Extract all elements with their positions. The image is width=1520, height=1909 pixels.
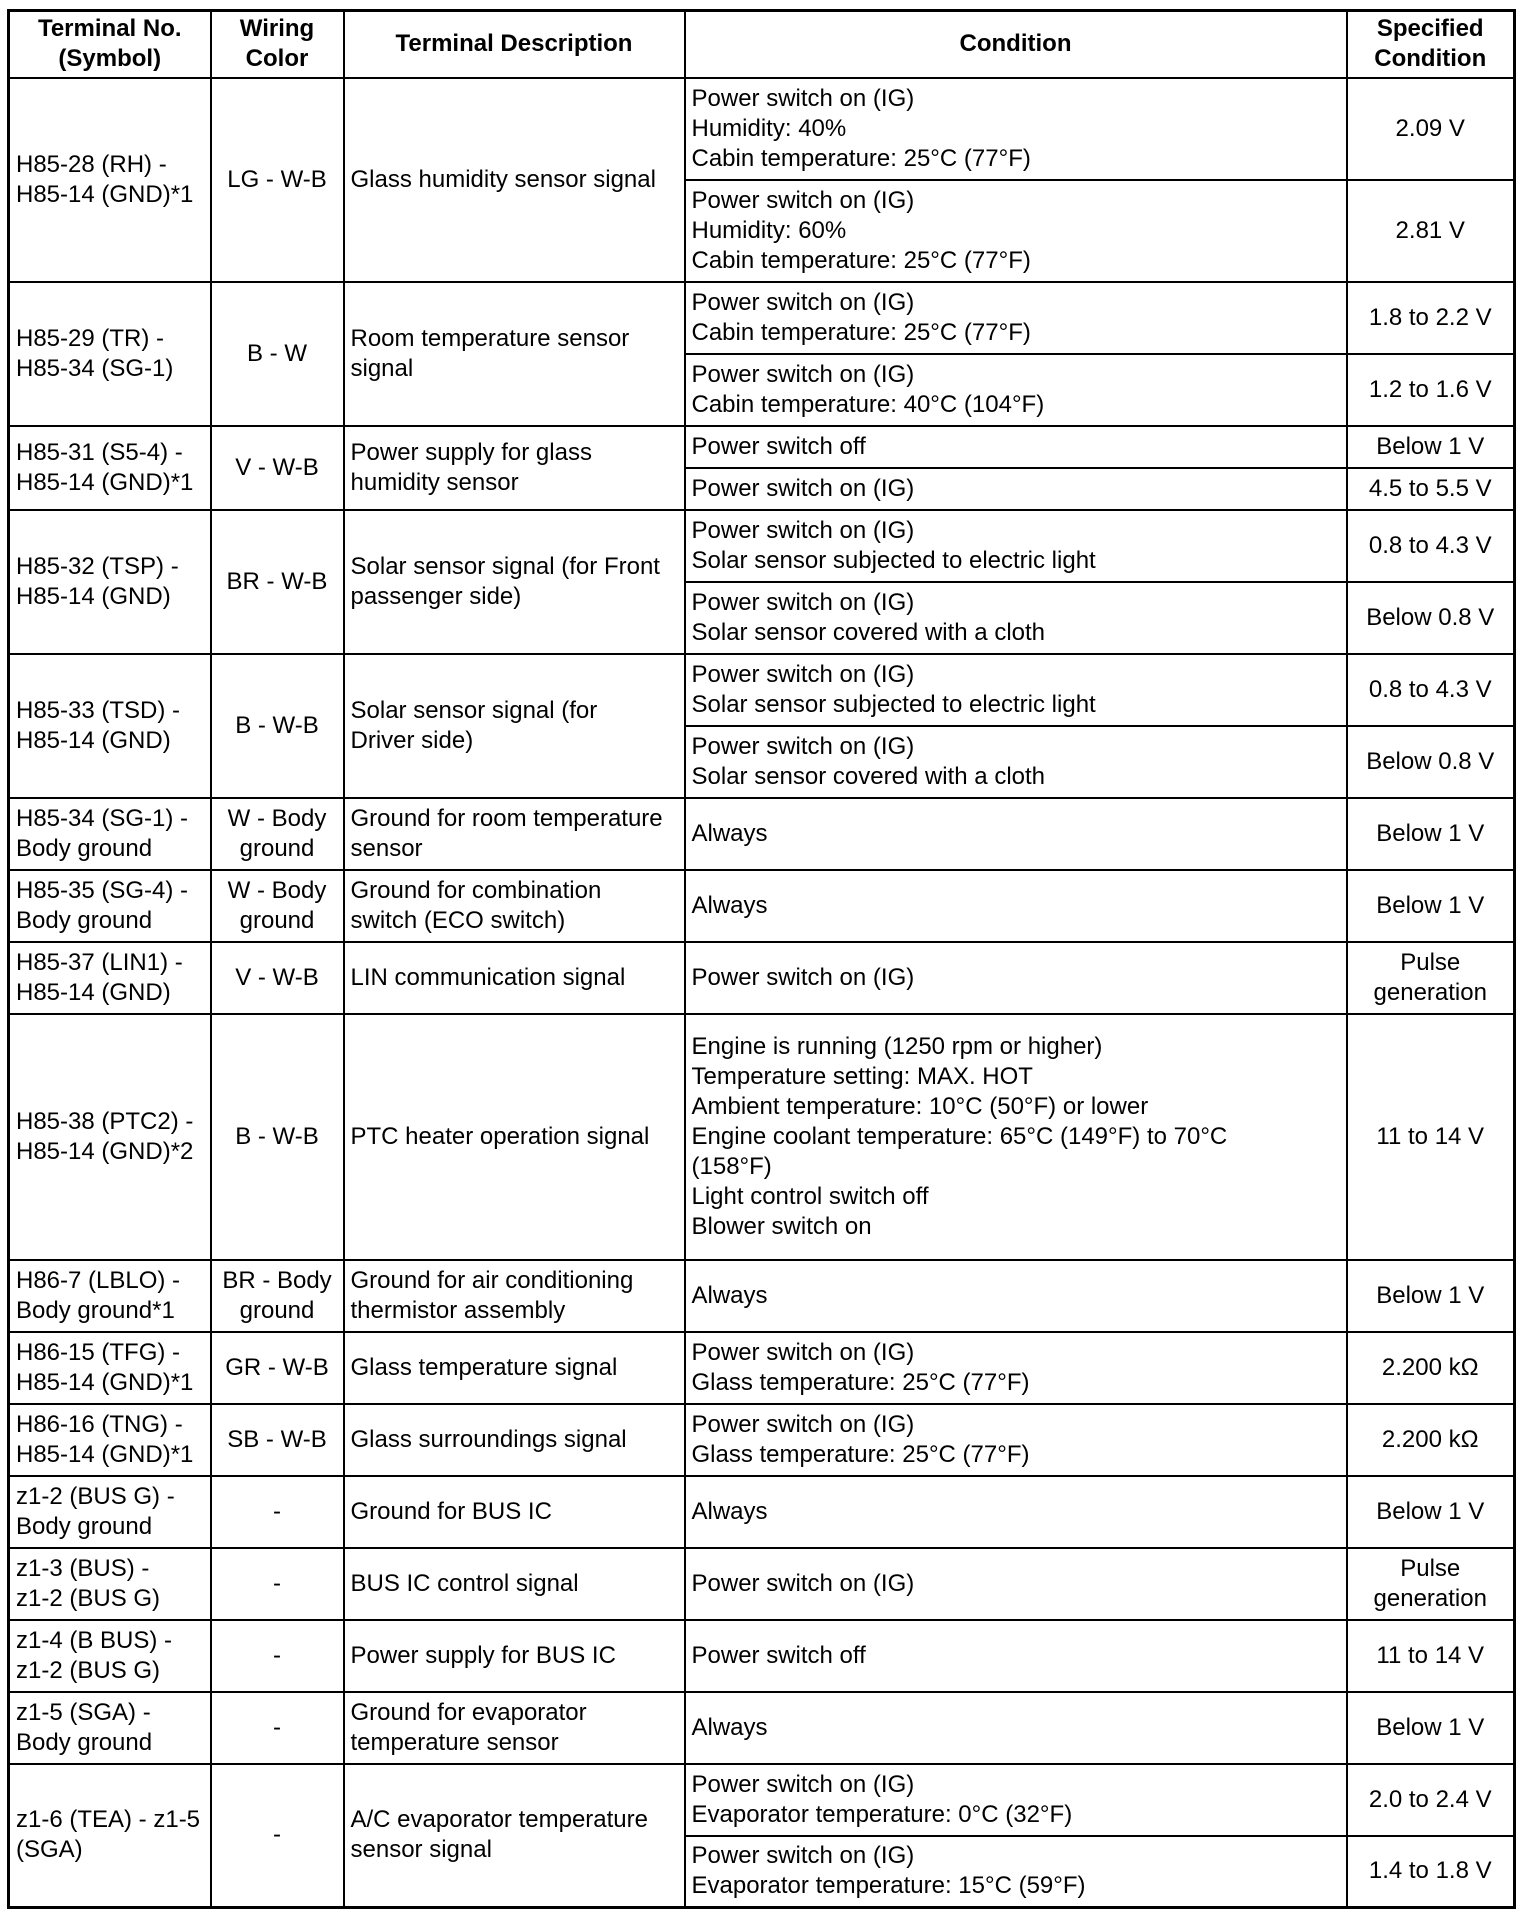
header-terminal-line: (Symbol) [58,45,162,73]
condition-cell [685,468,1347,510]
specified-condition-cell [1347,426,1515,468]
condition-line: Power switch on (IG) [691,732,915,760]
condition-line: Power switch on (IG) [691,186,915,214]
description-line: Ground for air conditioning [350,1266,634,1294]
table-row [9,798,1515,870]
condition-cell [685,1692,1347,1764]
condition-line: Power switch on (IG) [691,516,915,544]
specified-condition-line: Below 1 V [1376,432,1485,460]
header-specified [1347,11,1515,78]
description-line: Solar sensor signal (for Front [350,552,660,580]
terminal-line: Body ground [16,1728,153,1756]
header-description: Terminal Description [344,11,685,78]
description-line: sensor [350,834,423,862]
specified-condition-cell [1347,180,1515,282]
terminal-line: H85-35 (SG-4) - [16,876,189,904]
wiring-color-cell [211,1764,344,1908]
wiring-color-line: LG - W-B [227,165,327,193]
condition-cell [685,510,1347,582]
terminal-description-cell [344,426,685,510]
wiring-color-line: - [273,1641,281,1669]
specified-condition-line: 2.09 V [1395,114,1465,142]
description-line: Glass surroundings signal [350,1425,627,1453]
terminal-description-cell [344,1014,685,1260]
terminal-cell [9,1014,211,1260]
wiring-color-cell [211,942,344,1014]
condition-cell [685,582,1347,654]
terminal-line: H85-33 (TSD) - [16,696,181,724]
table-row [9,282,1515,354]
table-body [9,78,1515,1908]
terminal-line: H86-16 (TNG) - [16,1410,183,1438]
terminal-line: H85-14 (GND)*1 [16,1440,194,1468]
condition-cell [685,282,1347,354]
terminal-description-cell [344,942,685,1014]
wiring-color-line: BR - Body [222,1266,332,1294]
condition-line: Power switch on (IG) [691,84,915,112]
specified-condition-line: 1.8 to 2.2 V [1368,303,1492,331]
condition-line: Glass temperature: 25°C (77°F) [691,1440,1030,1468]
terminal-cell [9,78,211,282]
wiring-color-cell [211,282,344,426]
condition-line: Power switch on (IG) [691,1410,915,1438]
terminal-line: H85-29 (TR) - [16,324,165,352]
description-line: sensor signal [350,1836,492,1864]
condition-line: Solar sensor covered with a cloth [691,618,1046,646]
table-row [9,426,1515,468]
terminal-description-cell [344,798,685,870]
specified-condition-cell [1347,1404,1515,1476]
wiring-color-line: B - W-B [235,711,319,739]
wiring-color-line: B - W-B [235,1122,319,1150]
table-row [9,510,1515,582]
specified-condition-cell [1347,1476,1515,1548]
condition-line: Power switch on (IG) [691,588,915,616]
specified-condition-cell [1347,1014,1515,1260]
terminal-line: H85-14 (GND)*1 [16,1368,194,1396]
condition-line: Power switch on (IG) [691,288,915,316]
terminal-line: (SGA) [16,1836,83,1864]
terminal-line: H85-37 (LIN1) - [16,948,183,976]
condition-cell [685,354,1347,426]
wiring-color-line: - [273,1821,281,1849]
condition-cell [685,798,1347,870]
terminal-description-cell [344,78,685,282]
terminal-description-cell [344,1764,685,1908]
terminal-description-cell [344,282,685,426]
wiring-color-line: ground [239,834,315,862]
condition-line: Engine coolant temperature: 65°C (149°F) to 70°C [691,1122,1228,1150]
specified-condition-cell [1347,1260,1515,1332]
header-specified-line: Specified [1376,15,1484,43]
condition-line: Power switch on (IG) [691,1569,915,1597]
specified-condition-cell [1347,798,1515,870]
condition-line: Ambient temperature: 10°C (50°F) or lower [691,1092,1149,1120]
terminal-line: z1-6 (TEA) - z1-5 [16,1806,201,1834]
description-line: temperature sensor [350,1728,559,1756]
table-row [9,1476,1515,1548]
condition-line: Power switch on (IG) [691,474,915,502]
terminal-description-cell [344,1404,685,1476]
condition-cell [685,1014,1347,1260]
specified-condition-cell [1347,942,1515,1014]
specified-condition-cell [1347,468,1515,510]
table-row [9,870,1515,942]
condition-line: Power switch off [691,1641,866,1669]
condition-line: Evaporator temperature: 15°C (59°F) [691,1872,1086,1900]
table-row [9,1620,1515,1692]
specified-condition-line: 2.200 kΩ [1381,1425,1479,1453]
header-specified-line: Condition [1374,45,1487,73]
wiring-color-cell [211,78,344,282]
specified-condition-line: Below 1 V [1376,891,1485,919]
terminal-line: z1-3 (BUS) - [16,1554,150,1582]
condition-line: Cabin temperature: 25°C (77°F) [691,144,1031,172]
specified-condition-cell [1347,1548,1515,1620]
wiring-color-line: GR - W-B [225,1353,329,1381]
wiring-color-line: B - W [247,339,307,367]
description-line: humidity sensor [350,468,519,496]
description-line: Ground for room temperature [350,804,663,832]
specified-condition-line: 2.200 kΩ [1381,1353,1479,1381]
terminal-line: Body ground [16,1512,153,1540]
description-line: Power supply for BUS IC [350,1641,616,1669]
condition-line: Humidity: 60% [691,216,847,244]
wiring-color-line: - [273,1713,281,1741]
terminal-cell [9,870,211,942]
specified-condition-line: 1.4 to 1.8 V [1368,1857,1492,1885]
table-row [9,1404,1515,1476]
condition-cell [685,1836,1347,1908]
specified-condition-line: generation [1373,1584,1487,1612]
description-line: thermistor assembly [350,1296,566,1324]
condition-cell [685,1332,1347,1404]
specified-condition-line: generation [1373,978,1487,1006]
terminal-line: z1-2 (BUS G) - [16,1482,175,1510]
terminal-description-cell [344,1260,685,1332]
condition-line: Blower switch on [691,1212,872,1240]
wiring-color-line: BR - W-B [226,567,328,595]
condition-line: Always [691,1497,768,1525]
wiring-color-line: SB - W-B [227,1425,327,1453]
specified-condition-cell [1347,654,1515,726]
condition-cell [685,870,1347,942]
header-row [9,11,1515,78]
description-line: Ground for evaporator [350,1698,587,1726]
terminal-cell [9,510,211,654]
terminal-cell [9,798,211,870]
terminal-description-cell [344,870,685,942]
specified-condition-line: 11 to 14 V [1376,1122,1485,1150]
condition-line: Cabin temperature: 25°C (77°F) [691,246,1031,274]
wiring-color-cell [211,798,344,870]
terminal-description-cell [344,1548,685,1620]
condition-cell [685,1404,1347,1476]
condition-line: Temperature setting: MAX. HOT [691,1062,1033,1090]
specified-condition-line: 0.8 to 4.3 V [1368,531,1492,559]
condition-cell [685,78,1347,180]
terminal-cell [9,1764,211,1908]
condition-line: Light control switch off [691,1182,929,1210]
terminal-spec-table [7,9,1516,1909]
description-line: PTC heater operation signal [350,1122,650,1150]
terminal-line: H85-32 (TSP) - [16,552,179,580]
wiring-color-line: W - Body [227,876,327,904]
table-header [9,11,1515,78]
terminal-line: H85-28 (RH) - [16,150,167,178]
specified-condition-cell [1347,870,1515,942]
specified-condition-line: 4.5 to 5.5 V [1368,474,1492,502]
specified-condition-line: 2.0 to 2.4 V [1368,1785,1492,1813]
description-line: Ground for combination [350,876,602,904]
wiring-color-cell [211,1692,344,1764]
terminal-cell [9,426,211,510]
wiring-color-line: - [273,1569,281,1597]
terminal-cell [9,1692,211,1764]
specified-condition-cell [1347,1764,1515,1836]
condition-cell [685,654,1347,726]
condition-line: Power switch on (IG) [691,660,915,688]
condition-cell [685,1620,1347,1692]
table-row [9,1014,1515,1260]
terminal-line: z1-2 (BUS G) [16,1584,161,1612]
header-terminal [9,11,211,78]
condition-line: Always [691,819,768,847]
wiring-color-cell [211,654,344,798]
condition-line: Always [691,1713,768,1741]
specified-condition-line: Below 0.8 V [1366,747,1495,775]
terminal-line: Body ground*1 [16,1296,175,1324]
wiring-color-cell [211,1260,344,1332]
specified-condition-line: 0.8 to 4.3 V [1368,675,1492,703]
terminal-description-cell [344,1332,685,1404]
specified-condition-line: Below 1 V [1376,1281,1485,1309]
condition-cell [685,1476,1347,1548]
condition-line: Power switch on (IG) [691,1338,915,1366]
terminal-line: H85-34 (SG-1) [16,354,174,382]
wiring-color-line: V - W-B [235,963,319,991]
specified-condition-line: Below 1 V [1376,819,1485,847]
table-row [9,654,1515,726]
terminal-line: H85-38 (PTC2) - [16,1107,194,1135]
wiring-color-line: ground [239,906,315,934]
wiring-color-cell [211,1548,344,1620]
condition-line: Power switch off [691,432,866,460]
table-row [9,1764,1515,1836]
specified-condition-cell [1347,1692,1515,1764]
condition-cell [685,426,1347,468]
condition-cell [685,1764,1347,1836]
table-row [9,1692,1515,1764]
description-line: signal [350,354,414,382]
description-line: Driver side) [350,726,474,754]
terminal-cell [9,1548,211,1620]
terminal-cell [9,1260,211,1332]
description-line: Glass temperature signal [350,1353,618,1381]
terminal-line: H86-7 (LBLO) - [16,1266,181,1294]
description-line: Ground for BUS IC [350,1497,552,1525]
specified-condition-cell [1347,582,1515,654]
specified-condition-line: Pulse [1400,948,1461,976]
terminal-line: H85-14 (GND)*2 [16,1137,194,1165]
condition-cell [685,726,1347,798]
wiring-color-cell [211,1404,344,1476]
terminal-cell [9,654,211,798]
terminal-line: H85-14 (GND) [16,726,171,754]
description-line: Glass humidity sensor signal [350,165,656,193]
terminal-description-cell [344,654,685,798]
specified-condition-cell [1347,282,1515,354]
wiring-color-line: V - W-B [235,453,319,481]
terminal-line: z1-2 (BUS G) [16,1656,161,1684]
terminal-line: H85-31 (S5-4) - [16,438,183,466]
specified-condition-line: 11 to 14 V [1376,1641,1485,1669]
terminal-line: H85-14 (GND) [16,582,171,610]
description-line: LIN communication signal [350,963,626,991]
condition-line: Power switch on (IG) [691,1770,915,1798]
terminal-description-cell [344,510,685,654]
specified-condition-line: Below 0.8 V [1366,603,1495,631]
description-line: A/C evaporator temperature [350,1806,648,1834]
description-line: BUS IC control signal [350,1569,579,1597]
terminal-cell [9,942,211,1014]
wiring-color-line: - [273,1497,281,1525]
specified-condition-cell [1347,1620,1515,1692]
specified-condition-cell [1347,354,1515,426]
condition-cell [685,1260,1347,1332]
condition-line: Power switch on (IG) [691,1842,915,1870]
condition-line: Solar sensor subjected to electric light [691,690,1096,718]
condition-line: Cabin temperature: 25°C (77°F) [691,318,1031,346]
table-row [9,78,1515,180]
condition-line: Humidity: 40% [691,114,847,142]
specified-condition-cell [1347,1332,1515,1404]
table-row [9,1332,1515,1404]
condition-line: Power switch on (IG) [691,963,915,991]
terminal-line: H85-14 (GND)*1 [16,180,194,208]
condition-cell [685,942,1347,1014]
wiring-color-cell [211,1620,344,1692]
specified-condition-cell [1347,510,1515,582]
specified-condition-line: 1.2 to 1.6 V [1368,375,1492,403]
condition-line: Evaporator temperature: 0°C (32°F) [691,1800,1073,1828]
description-line: Solar sensor signal (for [350,696,598,724]
terminal-line: Body ground [16,834,153,862]
terminal-cell [9,1476,211,1548]
table-row [9,942,1515,1014]
header-wiring [211,11,344,78]
terminal-cell [9,1404,211,1476]
header-wiring-line: Color [245,45,309,73]
terminal-description-cell [344,1476,685,1548]
wiring-color-cell [211,426,344,510]
condition-cell [685,1548,1347,1620]
specified-condition-line: Below 1 V [1376,1497,1485,1525]
wiring-color-cell [211,510,344,654]
header-terminal-line: Terminal No. [37,15,182,43]
header-condition: Condition [685,11,1347,78]
condition-line: Always [691,891,768,919]
terminal-cell [9,1620,211,1692]
specified-condition-line: Below 1 V [1376,1713,1485,1741]
terminal-line: H85-14 (GND)*1 [16,468,194,496]
condition-line: Solar sensor subjected to electric light [691,546,1096,574]
terminal-line: z1-5 (SGA) - [16,1698,151,1726]
specified-condition-cell [1347,726,1515,798]
wiring-color-line: W - Body [227,804,327,832]
specified-condition-line: Pulse [1400,1554,1461,1582]
terminal-line: Body ground [16,906,153,934]
condition-line: Engine is running (1250 rpm or higher) [691,1032,1103,1060]
condition-line: (158°F) [691,1152,772,1180]
description-line: Power supply for glass [350,438,592,466]
wiring-color-cell [211,870,344,942]
condition-line: Cabin temperature: 40°C (104°F) [691,390,1045,418]
description-line: switch (ECO switch) [350,906,566,934]
condition-line: Power switch on (IG) [691,360,915,388]
terminal-description-cell [344,1692,685,1764]
condition-line: Glass temperature: 25°C (77°F) [691,1368,1030,1396]
specified-condition-line: 2.81 V [1395,216,1465,244]
terminal-line: H86-15 (TFG) - [16,1338,181,1366]
specified-condition-cell [1347,78,1515,180]
description-line: Room temperature sensor [350,324,630,352]
wiring-color-line: ground [239,1296,315,1324]
description-line: passenger side) [350,582,522,610]
table-row [9,1260,1515,1332]
terminal-line: H85-14 (GND) [16,978,171,1006]
wiring-color-cell [211,1332,344,1404]
condition-line: Always [691,1281,768,1309]
table-row [9,1548,1515,1620]
terminal-cell [9,1332,211,1404]
condition-line: Solar sensor covered with a cloth [691,762,1046,790]
wiring-color-cell [211,1476,344,1548]
terminal-cell [9,282,211,426]
terminal-line: z1-4 (B BUS) - [16,1626,173,1654]
specified-condition-cell [1347,1836,1515,1908]
header-wiring-line: Wiring [239,15,315,43]
wiring-color-cell [211,1014,344,1260]
terminal-line: H85-34 (SG-1) - [16,804,189,832]
condition-cell [685,180,1347,282]
terminal-description-cell [344,1620,685,1692]
